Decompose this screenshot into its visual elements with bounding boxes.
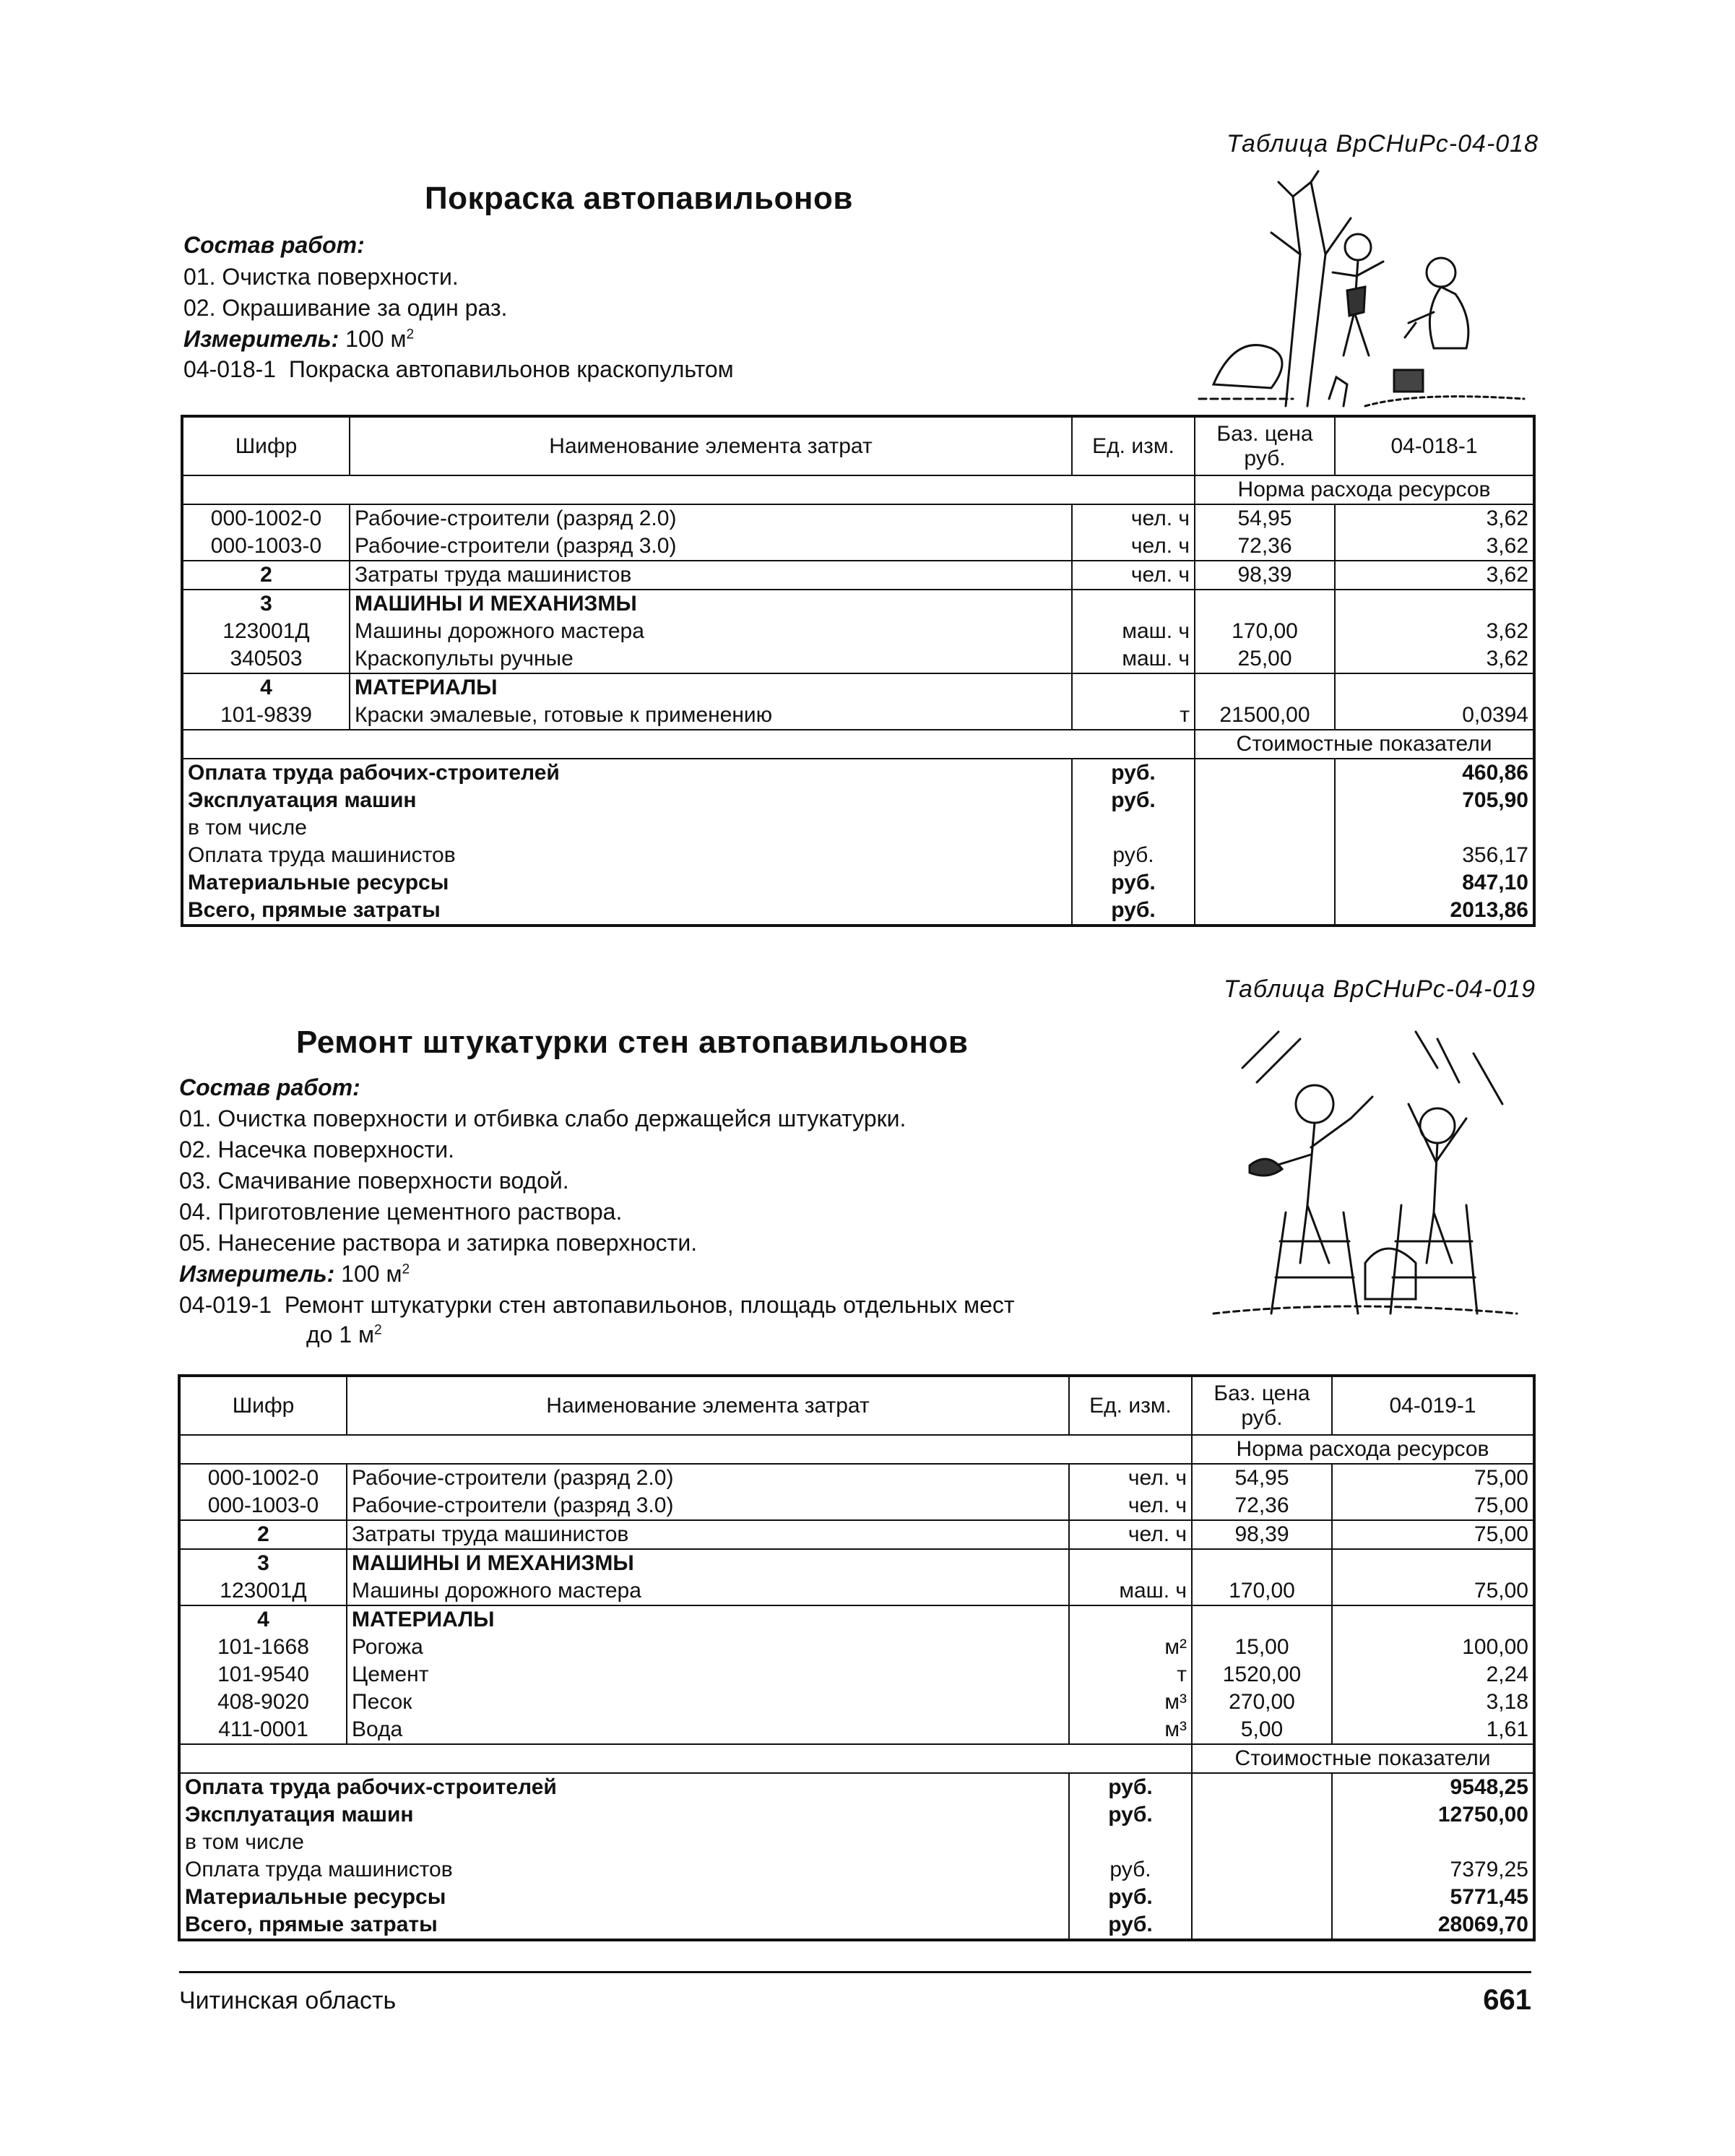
table-row: 101-1668 Рогожа м² 15,00 100,00 (179, 1634, 1534, 1661)
cost-band: Стоимостные показатели (1195, 730, 1534, 759)
table-row: 2 Затраты труда машинистов чел. ч 98,39 75,00 (179, 1520, 1534, 1549)
table-row: 000-1003-0 Рабочие-строители (разряд 3.0) чел. ч 72,36 3,62 (182, 532, 1534, 561)
header-name: Наименование элемента затрат (347, 1376, 1069, 1435)
header-code: Шифр (182, 416, 350, 475)
header-unit: Ед. изм. (1072, 416, 1195, 475)
header-price: Баз. цена руб. (1195, 416, 1335, 475)
table-ref: Таблица ВрСНиРс-04-019 (1223, 975, 1536, 1003)
header-price: Баз. цена руб. (1192, 1376, 1332, 1435)
summary-row: Материальные ресурсы руб. 847,10 (182, 869, 1534, 897)
measure-label: Измеритель: (179, 1261, 335, 1287)
table-row: 123001Д Машины дорожного мастера маш. ч 170,00 75,00 (179, 1577, 1534, 1605)
page-number: 661 (1483, 1984, 1531, 2016)
measure-line: Измеритель: 100 $м^2$ (183, 326, 415, 352)
rate-description: Ремонт штукатурки стен автопавильонов, площадь отдельных мест (284, 1292, 1015, 1318)
measure-value: 100 м (345, 326, 407, 352)
summary-row: Оплата труда рабочих-строителей руб. 9548,25 (179, 1773, 1534, 1801)
table-row: 2 Затраты труда машинистов чел. ч 98,39 3,62 (182, 561, 1534, 590)
work-item: 05. Нанесение раствора и затирка поверхности. (179, 1230, 698, 1256)
table-row: 408-9020 Песок м³ 270,00 3,18 (179, 1689, 1534, 1716)
rate-code: 04-019-1 (179, 1292, 272, 1318)
summary-row: Эксплуатация машин руб. 12750,00 (179, 1801, 1534, 1829)
table-row: 000-1002-0 Рабочие-строители (разряд 2.0) чел. ч 54,95 75,00 (179, 1464, 1534, 1492)
summary-row: в том числе (182, 814, 1534, 842)
table-row: 3 МАШИНЫ И МЕХАНИЗМЫ (182, 590, 1534, 618)
footer-region: Читинская область (179, 1987, 397, 2014)
table-row: 4 МАТЕРИАЛЫ (182, 673, 1534, 702)
work-item: 03. Смачивание поверхности водой. (179, 1168, 569, 1194)
work-item: 02. Насечка поверхности. (179, 1137, 454, 1163)
work-item: 02. Окрашивание за один раз. (183, 295, 508, 321)
cost-band: Стоимостные показатели (1192, 1744, 1534, 1773)
cost-table (181, 415, 1536, 927)
table-row: 101-9839 Краски эмалевые, готовые к применению т 21500,00 0,0394 (182, 702, 1534, 730)
footer-divider (179, 1971, 1531, 1973)
header-name: Наименование элемента затрат (350, 416, 1072, 475)
resource-band: Норма расхода ресурсов (1192, 1435, 1534, 1464)
summary-row: Всего, прямые затраты руб. 28069,70 (179, 1911, 1534, 1940)
table-row: 411-0001 Вода м³ 5,00 1,61 (179, 1716, 1534, 1744)
table-ref: Таблица ВрСНиРс-04-018 (1226, 130, 1539, 158)
rate-line (179, 1290, 1015, 1321)
measure-label: Измеритель: (183, 326, 339, 352)
table-row: 340503 Краскопульты ручные маш. ч 25,00 3,62 (182, 645, 1534, 673)
rate-description: Покраска автопавильонов краскопультом (288, 356, 734, 382)
work-item: 01. Очистка поверхности и отбивка слабо держащейся штукатурки. (179, 1105, 907, 1131)
work-item: 04. Приготовление цементного раствора. (179, 1199, 623, 1225)
rate-code: 04-018-1 (183, 356, 277, 382)
table-row: 000-1003-0 Рабочие-строители (разряд 3.0) чел. ч 72,36 75,00 (179, 1492, 1534, 1520)
summary-row: Материальные ресурсы руб. 5771,45 (179, 1884, 1534, 1911)
header-unit: Ед. изм. (1069, 1376, 1192, 1435)
rate-line (183, 354, 734, 385)
table-row: 123001Д Машины дорожного мастера маш. ч 170,00 3,62 (182, 618, 1534, 645)
table-row: 000-1002-0 Рабочие-строители (разряд 2.0) чел. ч 54,95 3,62 (182, 504, 1534, 532)
summary-row: Оплата труда машинистов руб. 356,17 (182, 842, 1534, 869)
painters-illustration (1185, 168, 1531, 413)
work-composition-label: Состав работ: (179, 1074, 360, 1100)
section-title: Ремонт штукатурки стен автопавильонов (296, 1025, 969, 1060)
summary-row: Всего, прямые затраты руб. 2013,86 (182, 897, 1534, 926)
measure-line: Измеритель: 100 $м^2$ (179, 1261, 410, 1287)
cost-table (178, 1374, 1536, 1941)
rate-description-cont: до 1 $м^2$ (306, 1321, 382, 1348)
header-code: Шифр (179, 1376, 347, 1435)
header-rate: 04-019-1 (1332, 1376, 1534, 1435)
section-title: Покраска автопавильонов (425, 181, 853, 216)
table-row: 101-9540 Цемент т 1520,00 2,24 (179, 1661, 1534, 1689)
table-row: 3 МАШИНЫ И МЕХАНИЗМЫ (179, 1549, 1534, 1577)
work-item: 01. Очистка поверхности. (183, 264, 459, 290)
summary-row: Эксплуатация машин руб. 705,90 (182, 787, 1534, 814)
plasterers-illustration (1199, 1025, 1531, 1328)
summary-row: Оплата труда машинистов руб. 7379,25 (179, 1856, 1534, 1884)
measure-value: 100 м (341, 1261, 402, 1287)
header-rate: 04-018-1 (1335, 416, 1534, 475)
work-composition-label: Состав работ: (183, 232, 365, 258)
summary-row: Оплата труда рабочих-строителей руб. 460,86 (182, 759, 1534, 787)
summary-row: в том числе (179, 1829, 1534, 1856)
table-row: 4 МАТЕРИАЛЫ (179, 1605, 1534, 1634)
resource-band: Норма расхода ресурсов (1195, 475, 1534, 504)
